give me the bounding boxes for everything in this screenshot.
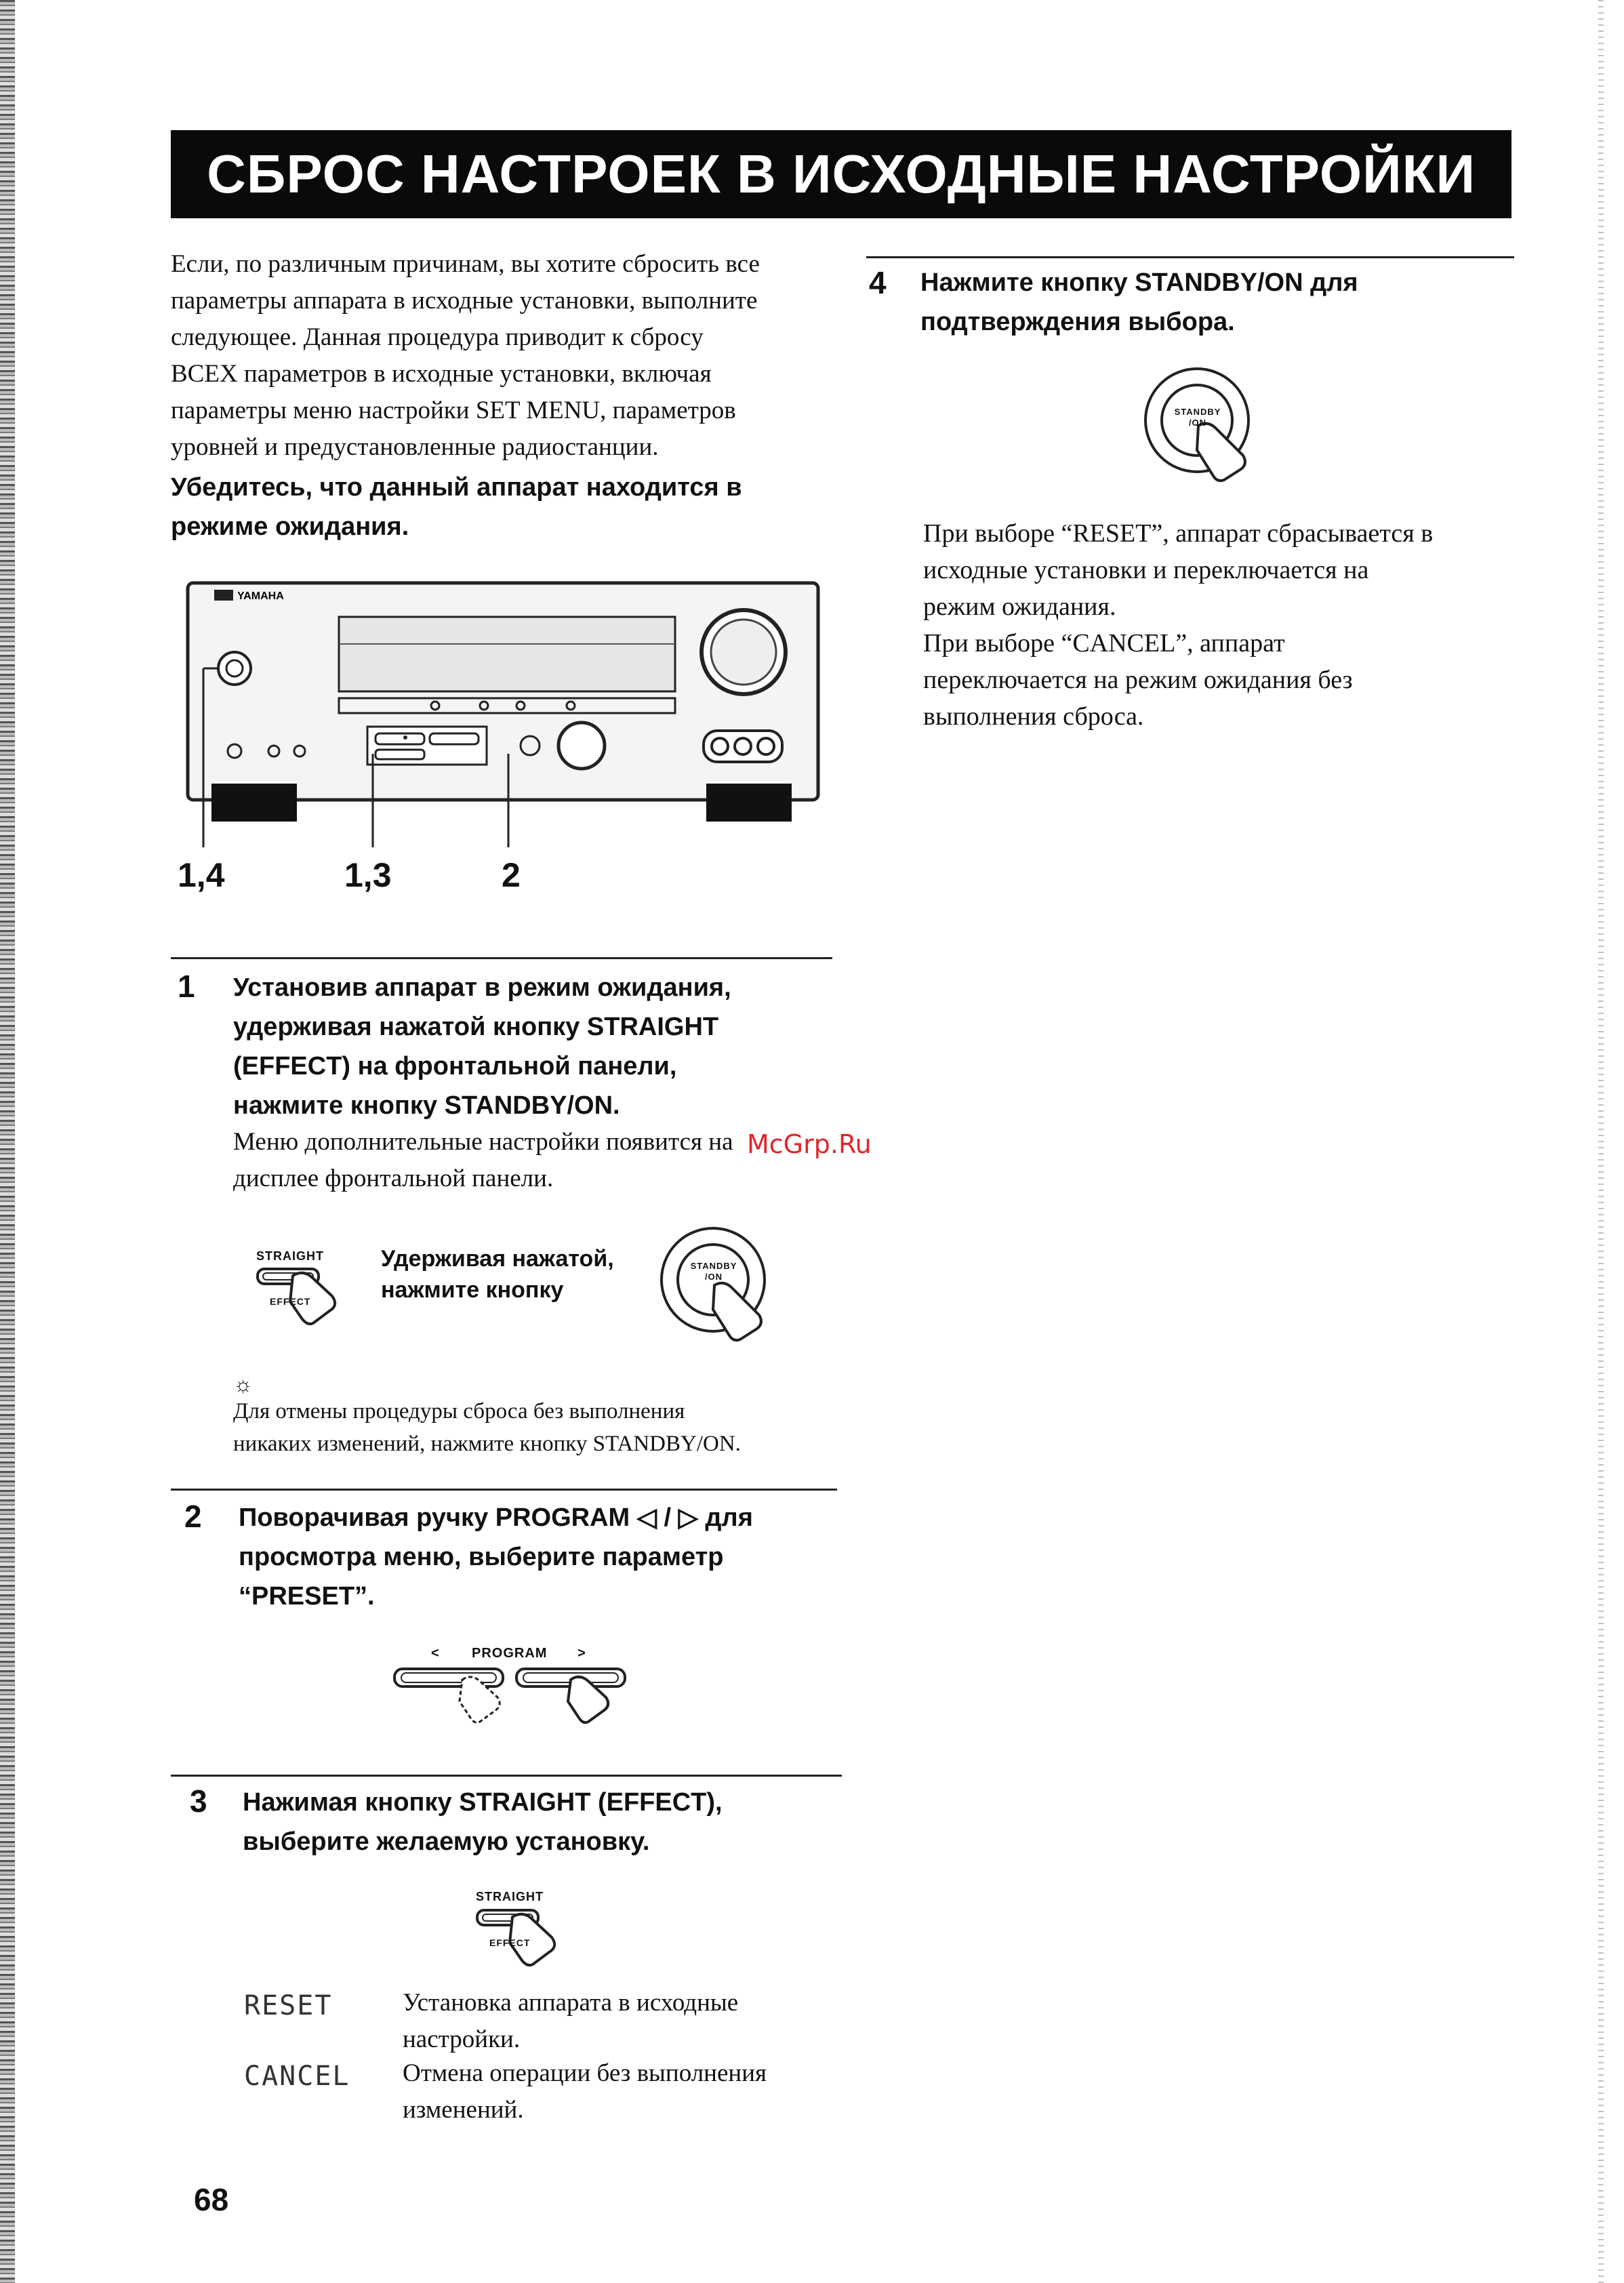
step1-tip-line: никаких изменений, нажмите кнопку STANDBY/ON. <box>233 1432 741 1456</box>
option-desc-line: настройки. <box>403 2025 521 2053</box>
step1-instruction-line: удерживая нажатой кнопку STRAIGHT <box>233 1013 719 1041</box>
standby-power-button-icon <box>218 652 251 685</box>
brand-logo-icon <box>214 590 233 601</box>
page-title: СБРОС НАСТРОЕК В ИСХОДНЫЕ НАСТРОЙКИ <box>207 144 1476 204</box>
step2-instruction-line: “PRESET”. <box>239 1582 375 1611</box>
step4-result-line: При выборе “CANCEL”, аппарат <box>923 629 1285 658</box>
hold-press-caption <box>381 1243 614 1306</box>
straight-label: STRAIGHT <box>256 1249 324 1263</box>
intro-paragraph <box>171 246 849 466</box>
step1-divider <box>171 957 832 959</box>
watermark: McGrp.Ru <box>747 1129 872 1159</box>
step1-instruction-line: (EFFECT) на фронтальной панели, <box>233 1052 677 1080</box>
option-code-reset: RESET <box>244 1990 333 2021</box>
step4-result <box>923 515 1533 735</box>
callout-label-1-3: 1,3 <box>344 856 392 894</box>
intro-line: Если, по различным причинам, вы хотите сбросить все <box>171 250 760 278</box>
straight-button-press-icon <box>252 1265 354 1326</box>
front-display-window <box>339 617 675 691</box>
intro-line: ВСЕХ параметров в исходные установки, включая <box>171 360 712 388</box>
scan-edge-left <box>0 0 15 2283</box>
standby-label-on-step4: /ON <box>1188 418 1207 428</box>
step1-number: 1 <box>178 969 195 1004</box>
straight-button-press-icon-step3 <box>472 1906 573 1967</box>
lightbulb-icon: ☼ <box>233 1372 253 1396</box>
program-right-arrow-icon: > <box>577 1646 586 1661</box>
step4-result-line: выполнения сброса. <box>923 702 1144 731</box>
intro-line: уровней и предустановленные радиостанции. <box>171 433 659 461</box>
step2-instruction-line: просмотра меню, выберите параметр <box>239 1543 724 1571</box>
step4-divider <box>866 256 1514 258</box>
step4-result-line: переключается на режим ожидания без <box>923 666 1353 694</box>
intro-line: параметры меню настройки SET MENU, параметров <box>171 397 736 424</box>
step4-result-line: режим ожидания. <box>923 592 1116 621</box>
step2-divider <box>171 1489 837 1491</box>
receiver-foot-left <box>211 784 297 822</box>
option-code-cancel: CANCEL <box>244 2061 350 2092</box>
step1-detail-line: Меню дополнительные настройки появится на <box>233 1128 733 1156</box>
program-left-arrow-icon: < <box>431 1646 440 1661</box>
brand-name: YAMAHA <box>237 590 284 602</box>
page-number: 68 <box>194 2182 229 2217</box>
input-jacks <box>704 731 782 762</box>
step3-instruction-line: выберите желаемую установку. <box>243 1827 650 1856</box>
option-desc-reset <box>403 1985 877 2058</box>
option-desc-cancel <box>403 2055 877 2128</box>
callout-label-2: 2 <box>502 856 521 894</box>
option-desc-line: Установка аппарата в исходные <box>403 1989 739 2017</box>
step3-instruction <box>243 1783 853 1861</box>
standby-label-step4: STANDBY <box>1174 407 1221 417</box>
step4-result-line: При выборе “RESET”, аппарат сбрасывается в <box>923 519 1434 548</box>
step1-tip-line: Для отмены процедуры сброса без выполнения <box>233 1399 685 1423</box>
step1-instruction-line: Установив аппарат в режим ожидания, <box>233 973 731 1002</box>
effect-label: EFFECT <box>270 1296 311 1307</box>
step1-instruction-line: нажмите кнопку STANDBY/ON. <box>233 1091 620 1120</box>
step3-instruction-line: Нажимая кнопку STRAIGHT (EFFECT), <box>243 1788 723 1817</box>
program-buttons-press-icon <box>388 1659 645 1734</box>
standby-note <box>171 468 849 546</box>
standby-button-press-icon <box>659 1226 781 1348</box>
intro-line: параметры аппарата в исходные установки, выполните <box>171 287 758 315</box>
standby-label-on: /ON <box>704 1272 723 1282</box>
step4-instruction-line: Нажмите кнопку STANDBY/ON для <box>920 268 1358 297</box>
receiver-foot-right <box>706 784 792 822</box>
step1-instruction <box>233 968 843 1125</box>
step4-result-line: исходные установки и переключается на <box>923 556 1369 584</box>
program-label: PROGRAM <box>472 1646 548 1661</box>
receiver-front-panel-illustration <box>178 576 828 888</box>
hold-press-caption-line: нажмите кнопку <box>381 1277 564 1303</box>
step2-instruction-line: Поворачивая ручку PROGRAM ◁ / ▷ для <box>239 1503 753 1532</box>
effect-label-step3: EFFECT <box>489 1937 531 1948</box>
step3-number: 3 <box>190 1783 207 1819</box>
step3-divider <box>171 1775 842 1777</box>
standby-note-line: режиме ожидания. <box>171 512 409 541</box>
hold-press-caption-line: Удерживая нажатой, <box>381 1246 614 1272</box>
straight-label-step3: STRAIGHT <box>476 1890 544 1903</box>
step4-instruction-line: подтверждения выбора. <box>920 308 1235 336</box>
option-desc-line: изменений. <box>403 2096 524 2124</box>
volume-knob-small-icon <box>559 723 605 769</box>
option-desc-line: Отмена операции без выполнения <box>403 2059 767 2087</box>
intro-line: следующее. Данная процедура приводит к сбросу <box>171 323 704 351</box>
scan-edge-right <box>1598 0 1604 2283</box>
step4-instruction <box>920 263 1503 342</box>
step1-tip <box>233 1395 843 1460</box>
callout-label-1-4: 1,4 <box>178 856 225 894</box>
standby-note-line: Убедитесь, что данный аппарат находится в <box>171 473 742 502</box>
step2-number: 2 <box>184 1499 202 1534</box>
step4-number: 4 <box>869 265 887 300</box>
standby-label: STANDBY <box>690 1261 737 1271</box>
step1-detail-line: дисплее фронтальной панели. <box>233 1165 554 1192</box>
step2-instruction <box>239 1498 849 1616</box>
